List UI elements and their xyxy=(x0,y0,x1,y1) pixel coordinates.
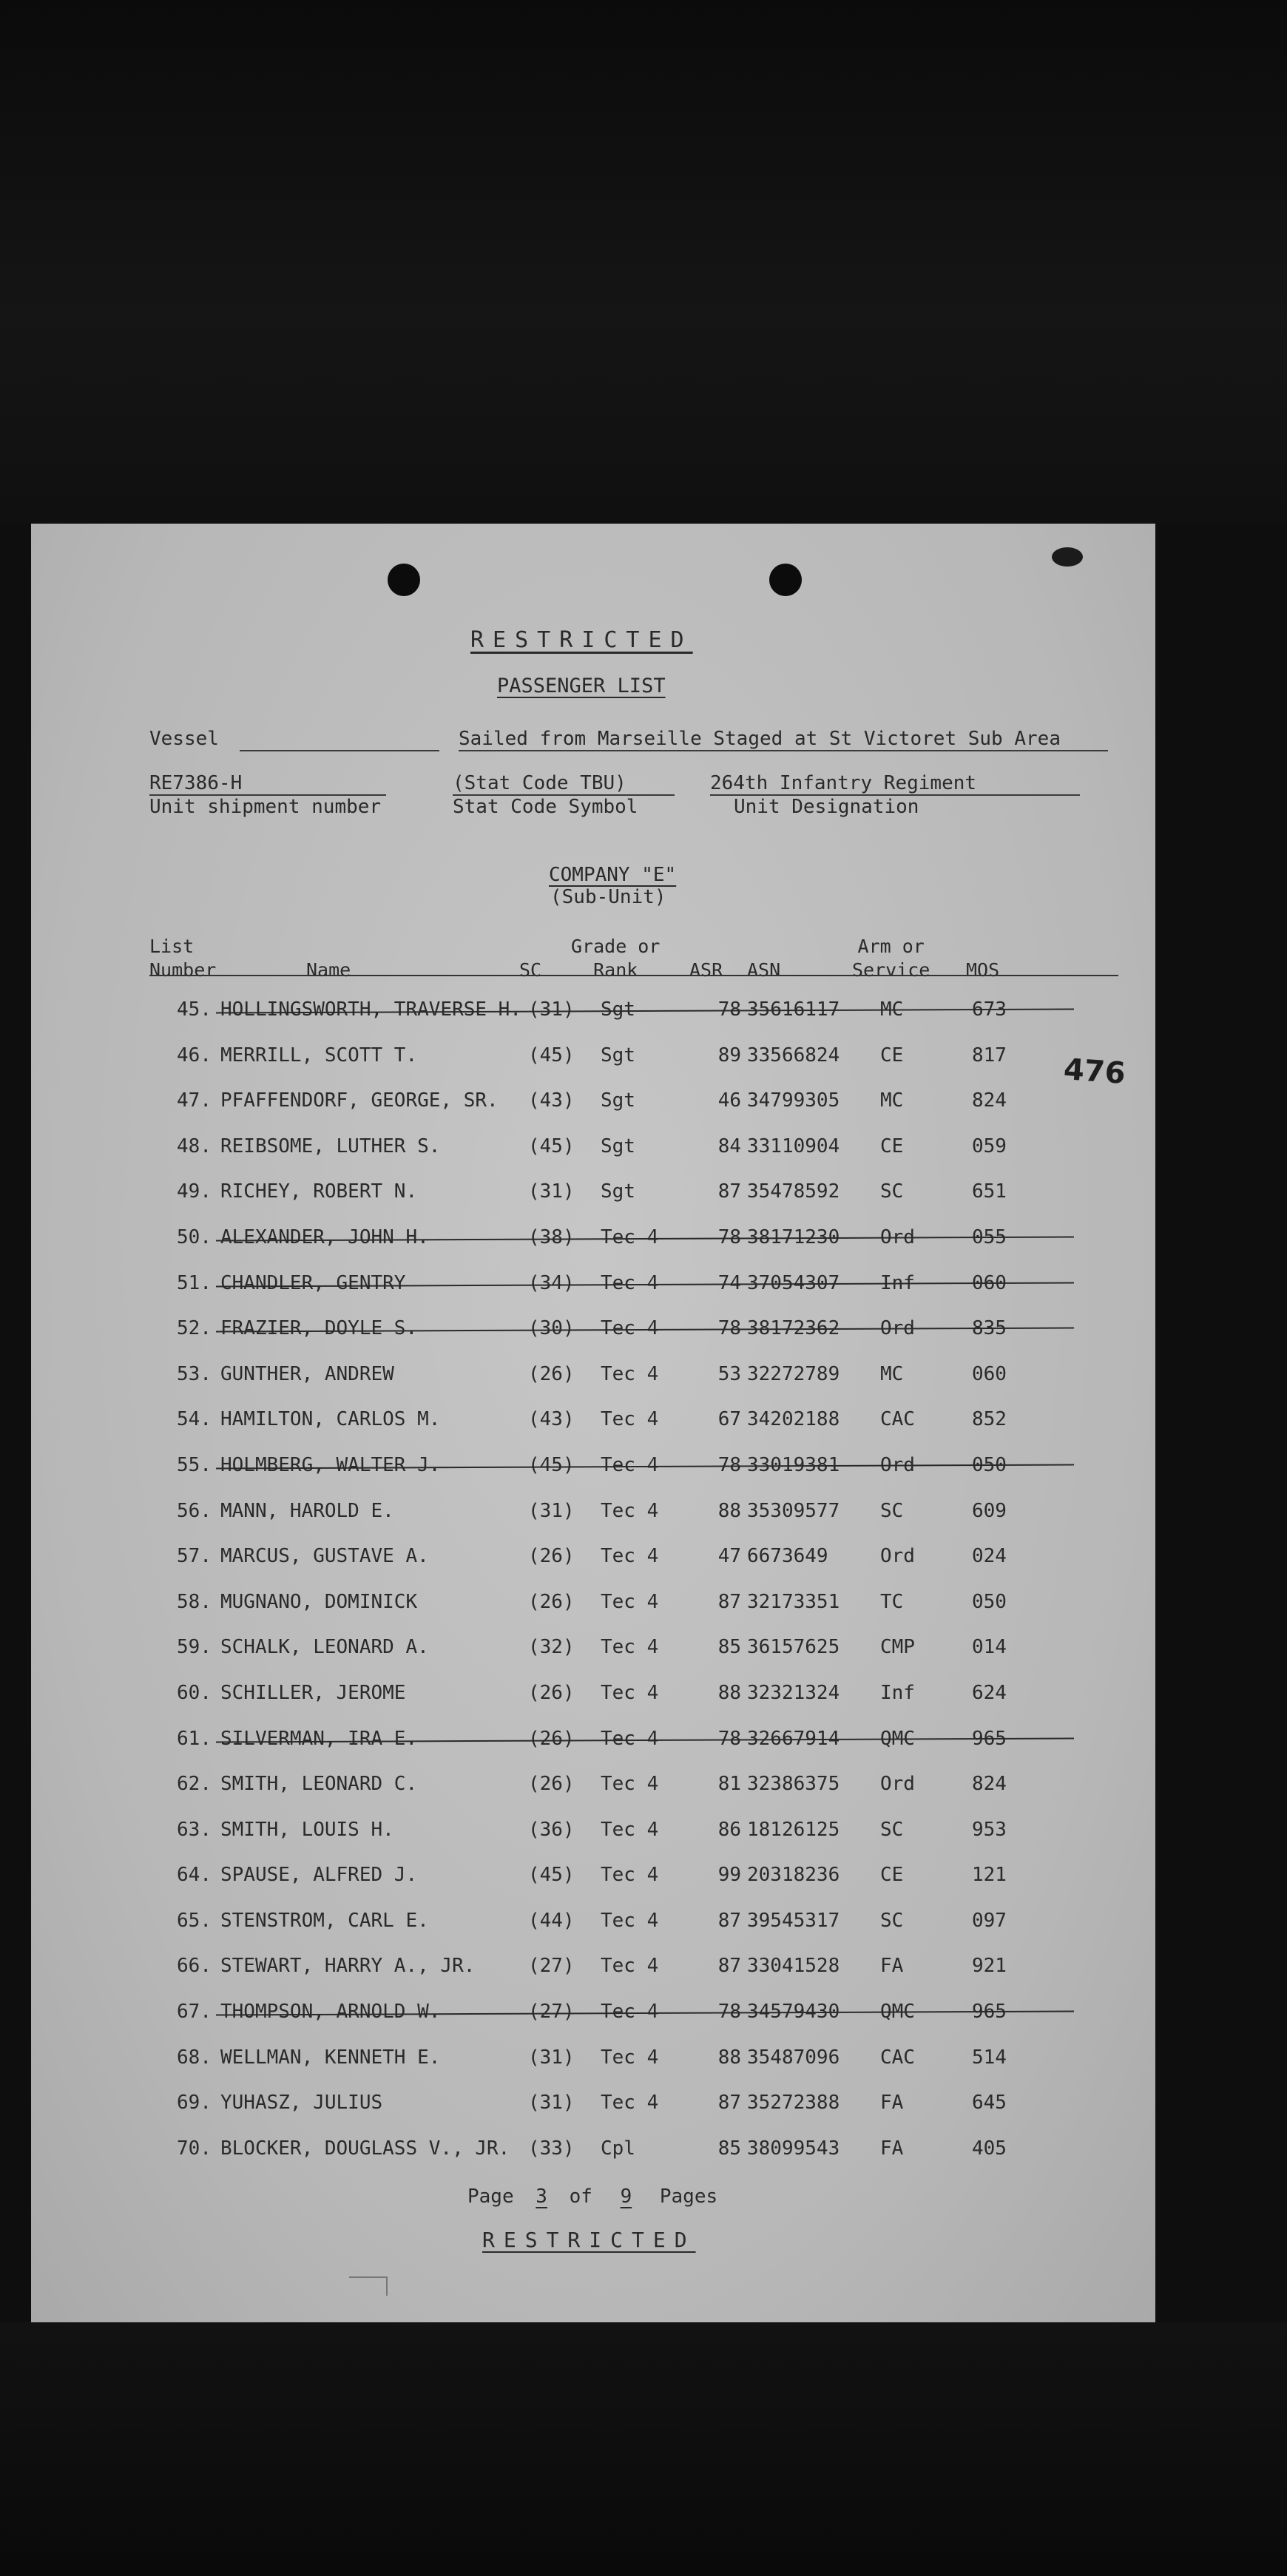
arm-service: CAC xyxy=(880,2046,915,2069)
arm-service: Ord xyxy=(880,1453,915,1476)
table-row xyxy=(31,2081,1155,2127)
asr-score: 53 xyxy=(717,1362,741,1385)
list-number: 67. xyxy=(177,2001,212,2024)
arm-service: CMP xyxy=(880,1636,915,1659)
table-row xyxy=(31,1262,1155,1308)
document-page xyxy=(31,524,1155,2322)
arm-service: SC xyxy=(880,1499,904,1522)
mos-code: 651 xyxy=(972,1180,1007,1203)
arm-service: MC xyxy=(880,998,904,1021)
passenger-name: SCHALK, LEONARD A. xyxy=(220,1636,429,1659)
film-border-bottom xyxy=(0,2322,1287,2576)
asn-number: 6673649 xyxy=(747,1545,828,1568)
asn-number: 32386375 xyxy=(747,1773,840,1796)
sc-code: (31) xyxy=(528,1499,575,1522)
asr-score: 87 xyxy=(717,1955,741,1978)
passenger-name: SMITH, LOUIS H. xyxy=(220,1818,394,1841)
list-number: 55. xyxy=(177,1453,212,1476)
header-asr: ASR xyxy=(689,959,723,981)
header-name: Name xyxy=(306,959,351,981)
asr-score: 89 xyxy=(717,1044,741,1066)
table-row xyxy=(31,1990,1155,2036)
asr-score: 78 xyxy=(717,2001,741,2024)
arm-service: SC xyxy=(880,1180,904,1203)
arm-service: MC xyxy=(880,1089,904,1112)
arm-service: SC xyxy=(880,1818,904,1841)
list-number: 56. xyxy=(177,1499,212,1522)
table-row xyxy=(31,1535,1155,1581)
asr-score: 67 xyxy=(717,1408,741,1431)
grade-rank: Tec 4 xyxy=(601,1590,659,1613)
asr-score: 78 xyxy=(717,998,741,1021)
grade-rank: Tec 4 xyxy=(601,1864,659,1887)
passenger-name: GUNTHER, ANDREW xyxy=(220,1362,394,1385)
passenger-name: FRAZIER, DOYLE S. xyxy=(220,1317,418,1340)
list-number: 70. xyxy=(177,2137,212,2160)
sc-code: (33) xyxy=(528,2137,575,2160)
table-row xyxy=(31,2036,1155,2082)
list-number: 54. xyxy=(177,1408,212,1431)
header-mos: MOS xyxy=(966,959,1000,981)
table-row xyxy=(31,1216,1155,1262)
mos-code: 965 xyxy=(972,1727,1007,1750)
asr-score: 78 xyxy=(717,1317,741,1340)
asr-score: 88 xyxy=(717,2046,741,2069)
passenger-name: MUGNANO, DOMINICK xyxy=(220,1590,418,1613)
table-row xyxy=(31,1307,1155,1353)
list-number: 60. xyxy=(177,1681,212,1704)
sc-code: (31) xyxy=(528,1180,575,1203)
sailed-from-line: Sailed from Marseille Staged at St Victoret Sub Area xyxy=(459,728,1061,750)
grade-rank: Sgt xyxy=(601,1180,635,1203)
asr-score: 88 xyxy=(717,1681,741,1704)
asn-number: 33110904 xyxy=(747,1135,840,1157)
stamped-number: 476 xyxy=(1062,1052,1127,1091)
mos-code: 024 xyxy=(972,1545,1007,1568)
asn-number: 33566824 xyxy=(747,1044,840,1066)
asr-score: 78 xyxy=(717,1727,741,1750)
arm-service: Inf xyxy=(880,1681,915,1704)
sc-code: (44) xyxy=(528,1909,575,1932)
mos-code: 050 xyxy=(972,1590,1007,1613)
arm-service: CE xyxy=(880,1044,904,1066)
arm-service: FA xyxy=(880,1955,904,1978)
mos-code: 624 xyxy=(972,1681,1007,1704)
asr-score: 78 xyxy=(717,1453,741,1476)
list-number: 50. xyxy=(177,1226,212,1248)
grade-rank: Tec 4 xyxy=(601,1545,659,1568)
passenger-name: HOLMBERG, WALTER J. xyxy=(220,1453,441,1476)
arm-service: Ord xyxy=(880,1545,915,1568)
table-row xyxy=(31,1762,1155,1808)
sailed-from-underline xyxy=(459,750,1108,751)
sc-code: (31) xyxy=(528,998,575,1021)
arm-service: Inf xyxy=(880,1271,915,1294)
list-number: 47. xyxy=(177,1089,212,1112)
table-row xyxy=(31,1853,1155,1899)
grade-rank: Sgt xyxy=(601,1089,635,1112)
header-rule xyxy=(149,975,1118,976)
table-row xyxy=(31,1581,1155,1626)
arm-service: Ord xyxy=(880,1317,915,1340)
list-number: 59. xyxy=(177,1636,212,1659)
passenger-name: HAMILTON, CARLOS M. xyxy=(220,1408,441,1431)
passenger-name: MERRILL, SCOTT T. xyxy=(220,1044,418,1066)
sc-code: (45) xyxy=(528,1044,575,1066)
sc-code: (38) xyxy=(528,1226,575,1248)
table-row xyxy=(31,1808,1155,1854)
asr-score: 87 xyxy=(717,1180,741,1203)
page-subtitle: PASSENGER LIST xyxy=(497,675,666,697)
table-row xyxy=(31,988,1155,1034)
passenger-name: ALEXANDER, JOHN H. xyxy=(220,1226,429,1248)
sc-code: (45) xyxy=(528,1864,575,1887)
list-number: 65. xyxy=(177,1909,212,1932)
sc-code: (31) xyxy=(528,2046,575,2069)
table-row xyxy=(31,1034,1155,1080)
header-asn: ASN xyxy=(747,959,781,981)
sc-code: (36) xyxy=(528,1818,575,1841)
asr-score: 84 xyxy=(717,1135,741,1157)
sc-code: (26) xyxy=(528,1681,575,1704)
arm-service: CAC xyxy=(880,1408,915,1431)
page-footer xyxy=(467,2185,717,2208)
mos-code: 060 xyxy=(972,1362,1007,1385)
passenger-table xyxy=(31,988,1155,2172)
arm-service: QMC xyxy=(880,2001,915,2024)
sc-code: (32) xyxy=(528,1636,575,1659)
table-row xyxy=(31,1490,1155,1535)
header-sc: SC xyxy=(519,959,542,981)
sc-code: (27) xyxy=(528,1955,575,1978)
asr-score: 99 xyxy=(717,1864,741,1887)
list-number: 62. xyxy=(177,1773,212,1796)
list-number: 52. xyxy=(177,1317,212,1340)
sc-code: (27) xyxy=(528,2001,575,2024)
arm-service: QMC xyxy=(880,1727,915,1750)
table-row xyxy=(31,1353,1155,1399)
film-border-top xyxy=(0,0,1287,524)
grade-rank: Tec 4 xyxy=(601,1226,659,1248)
asn-number: 35309577 xyxy=(747,1499,840,1522)
footer-restricted: RESTRICTED xyxy=(482,2228,696,2252)
sc-code: (26) xyxy=(528,1545,575,1568)
asr-score: 86 xyxy=(717,1818,741,1841)
grade-rank: Tec 4 xyxy=(601,2046,659,2069)
asn-number: 35478592 xyxy=(747,1180,840,1203)
grade-rank: Tec 4 xyxy=(601,1681,659,1704)
passenger-name: YUHASZ, JULIUS xyxy=(220,2092,383,2114)
mos-code: 852 xyxy=(972,1408,1007,1431)
grade-rank: Tec 4 xyxy=(601,1818,659,1841)
table-row xyxy=(31,1079,1155,1125)
asn-number: 38171230 xyxy=(747,1226,840,1248)
mos-code: 824 xyxy=(972,1773,1007,1796)
mos-code: 405 xyxy=(972,2137,1007,2160)
sc-code: (26) xyxy=(528,1362,575,1385)
mos-code: 645 xyxy=(972,2092,1007,2114)
total-pages: 9 xyxy=(620,2185,632,2208)
sub-unit-label: (Sub-Unit) xyxy=(550,886,666,908)
list-number: 68. xyxy=(177,2046,212,2069)
mos-code: 060 xyxy=(972,1271,1007,1294)
grade-rank: Tec 4 xyxy=(601,1636,659,1659)
mos-code: 609 xyxy=(972,1499,1007,1522)
passenger-name: SMITH, LEONARD C. xyxy=(220,1773,418,1796)
sc-code: (45) xyxy=(528,1453,575,1476)
sc-code: (31) xyxy=(528,2092,575,2114)
list-number: 45. xyxy=(177,998,212,1021)
asn-number: 34799305 xyxy=(747,1089,840,1112)
page-label: Page xyxy=(467,2185,514,2208)
grade-rank: Tec 4 xyxy=(601,1408,659,1431)
grade-rank: Tec 4 xyxy=(601,1955,659,1978)
grade-rank: Tec 4 xyxy=(601,2001,659,2024)
arm-service: CE xyxy=(880,1864,904,1887)
mos-code: 014 xyxy=(972,1636,1007,1659)
list-number: 66. xyxy=(177,1955,212,1978)
sc-code: (26) xyxy=(528,1773,575,1796)
asr-score: 87 xyxy=(717,1590,741,1613)
grade-rank: Sgt xyxy=(601,998,635,1021)
asn-number: 32321324 xyxy=(747,1681,840,1704)
vessel-label: Vessel xyxy=(149,728,219,750)
arm-service: MC xyxy=(880,1362,904,1385)
passenger-name: MANN, HAROLD E. xyxy=(220,1499,394,1522)
list-number: 49. xyxy=(177,1180,212,1203)
mos-code: 835 xyxy=(972,1317,1007,1340)
asn-number: 32667914 xyxy=(747,1727,840,1750)
asn-number: 20318236 xyxy=(747,1864,840,1887)
passenger-name: STENSTROM, CARL E. xyxy=(220,1909,429,1932)
list-number: 46. xyxy=(177,1044,212,1066)
asn-number: 35616117 xyxy=(747,998,840,1021)
asr-score: 46 xyxy=(717,1089,741,1112)
sc-code: (34) xyxy=(528,1271,575,1294)
asn-number: 18126125 xyxy=(747,1818,840,1841)
company-heading: COMPANY "E" xyxy=(549,864,677,886)
asn-number: 32173351 xyxy=(747,1590,840,1613)
mos-code: 055 xyxy=(972,1226,1007,1248)
asn-number: 38099543 xyxy=(747,2137,840,2160)
list-number: 61. xyxy=(177,1727,212,1750)
table-row xyxy=(31,1444,1155,1490)
table-row xyxy=(31,1944,1155,1990)
sc-code: (45) xyxy=(528,1135,575,1157)
asn-number: 39545317 xyxy=(747,1909,840,1932)
table-row xyxy=(31,1398,1155,1444)
asr-score: 88 xyxy=(717,1499,741,1522)
asn-number: 38172362 xyxy=(747,1317,840,1340)
list-number: 53. xyxy=(177,1362,212,1385)
stat-code: (Stat Code TBU) xyxy=(453,772,626,794)
mos-code: 965 xyxy=(972,2001,1007,2024)
table-row xyxy=(31,1717,1155,1763)
grade-rank: Tec 4 xyxy=(601,1727,659,1750)
passenger-name: WELLMAN, KENNETH E. xyxy=(220,2046,441,2069)
arm-service: TC xyxy=(880,1590,904,1613)
unit-designation: 264th Infantry Regiment xyxy=(710,772,977,794)
unit-designation-label: Unit Designation xyxy=(734,796,919,818)
grade-rank: Tec 4 xyxy=(601,1362,659,1385)
grade-rank: Tec 4 xyxy=(601,1909,659,1932)
ink-smudge xyxy=(1052,547,1083,567)
passenger-name: BLOCKER, DOUGLASS V., JR. xyxy=(220,2137,510,2160)
unit-shipment-number: RE7386-H xyxy=(149,772,243,794)
unit-shipment-label: Unit shipment number xyxy=(149,796,382,818)
passenger-name: SILVERMAN, IRA E. xyxy=(220,1727,418,1750)
mos-code: 514 xyxy=(972,2046,1007,2069)
asn-number: 33019381 xyxy=(747,1453,840,1476)
arm-service: CE xyxy=(880,1135,904,1157)
asn-number: 36157625 xyxy=(747,1636,840,1659)
arm-service: Ord xyxy=(880,1773,915,1796)
passenger-name: PFAFFENDORF, GEORGE, SR. xyxy=(220,1089,499,1112)
sc-code: (43) xyxy=(528,1408,575,1431)
grade-rank: Tec 4 xyxy=(601,2092,659,2114)
passenger-name: SCHILLER, JEROME xyxy=(220,1681,406,1704)
table-row xyxy=(31,1170,1155,1216)
asn-number: 35487096 xyxy=(747,2046,840,2069)
page-number: 3 xyxy=(536,2185,547,2208)
table-row xyxy=(31,2127,1155,2173)
asn-number: 34202188 xyxy=(747,1408,840,1431)
arm-service: Ord xyxy=(880,1226,915,1248)
grade-rank: Tec 4 xyxy=(601,1773,659,1796)
mos-code: 953 xyxy=(972,1818,1007,1841)
mos-code: 121 xyxy=(972,1864,1007,1887)
punch-hole-right xyxy=(769,564,802,596)
passenger-name: REIBSOME, LUTHER S. xyxy=(220,1135,441,1157)
arm-service: FA xyxy=(880,2092,904,2114)
list-number: 57. xyxy=(177,1545,212,1568)
table-row xyxy=(31,1626,1155,1671)
grade-rank: Sgt xyxy=(601,1044,635,1066)
passenger-name: CHANDLER, GENTRY xyxy=(220,1271,406,1294)
passenger-name: SPAUSE, ALFRED J. xyxy=(220,1864,418,1887)
arm-service: FA xyxy=(880,2137,904,2160)
header-arm-service: Arm or Service xyxy=(852,936,930,981)
page-title: RESTRICTED xyxy=(470,627,693,653)
mos-code: 059 xyxy=(972,1135,1007,1157)
stat-code-label: Stat Code Symbol xyxy=(453,796,638,818)
asr-score: 81 xyxy=(717,1773,741,1796)
punch-hole-left xyxy=(388,564,420,596)
corner-mark xyxy=(349,2276,388,2296)
sc-code: (26) xyxy=(528,1590,575,1613)
list-number: 69. xyxy=(177,2092,212,2114)
header-grade-rank: Grade or Rank xyxy=(571,936,661,981)
sc-code: (43) xyxy=(528,1089,575,1112)
asr-score: 74 xyxy=(717,1271,741,1294)
arm-service: SC xyxy=(880,1909,904,1932)
passenger-name: STEWART, HARRY A., JR. xyxy=(220,1955,476,1978)
asn-number: 37054307 xyxy=(747,1271,840,1294)
table-row xyxy=(31,1125,1155,1171)
grade-rank: Tec 4 xyxy=(601,1499,659,1522)
asr-score: 85 xyxy=(717,1636,741,1659)
passenger-name: RICHEY, ROBERT N. xyxy=(220,1180,418,1203)
asr-score: 47 xyxy=(717,1545,741,1568)
mos-code: 824 xyxy=(972,1089,1007,1112)
header-list-number: List Number xyxy=(149,936,217,981)
passenger-name: MARCUS, GUSTAVE A. xyxy=(220,1545,429,1568)
table-row xyxy=(31,1899,1155,1945)
asn-number: 34579430 xyxy=(747,2001,840,2024)
list-number: 64. xyxy=(177,1864,212,1887)
grade-rank: Tec 4 xyxy=(601,1271,659,1294)
table-row xyxy=(31,1671,1155,1717)
asn-number: 32272789 xyxy=(747,1362,840,1385)
list-number: 51. xyxy=(177,1271,212,1294)
mos-code: 097 xyxy=(972,1909,1007,1932)
passenger-name: HOLLINGSWORTH, TRAVERSE H. xyxy=(220,998,521,1021)
grade-rank: Sgt xyxy=(601,1135,635,1157)
mos-code: 921 xyxy=(972,1955,1007,1978)
asr-score: 87 xyxy=(717,2092,741,2114)
mos-code: 050 xyxy=(972,1453,1007,1476)
asn-number: 33041528 xyxy=(747,1955,840,1978)
mos-code: 673 xyxy=(972,998,1007,1021)
grade-rank: Tec 4 xyxy=(601,1453,659,1476)
asr-score: 87 xyxy=(717,1909,741,1932)
sc-code: (30) xyxy=(528,1317,575,1340)
list-number: 63. xyxy=(177,1818,212,1841)
list-number: 58. xyxy=(177,1590,212,1613)
passenger-name: THOMPSON, ARNOLD W. xyxy=(220,2001,441,2024)
mos-code: 817 xyxy=(972,1044,1007,1066)
asr-score: 85 xyxy=(717,2137,741,2160)
list-number: 48. xyxy=(177,1135,212,1157)
asn-number: 35272388 xyxy=(747,2092,840,2114)
grade-rank: Cpl xyxy=(601,2137,635,2160)
of-label: of xyxy=(569,2185,592,2208)
grade-rank: Tec 4 xyxy=(601,1317,659,1340)
asr-score: 78 xyxy=(717,1226,741,1248)
sc-code: (26) xyxy=(528,1727,575,1750)
vessel-blank xyxy=(240,750,439,751)
pages-label: Pages xyxy=(659,2185,718,2208)
